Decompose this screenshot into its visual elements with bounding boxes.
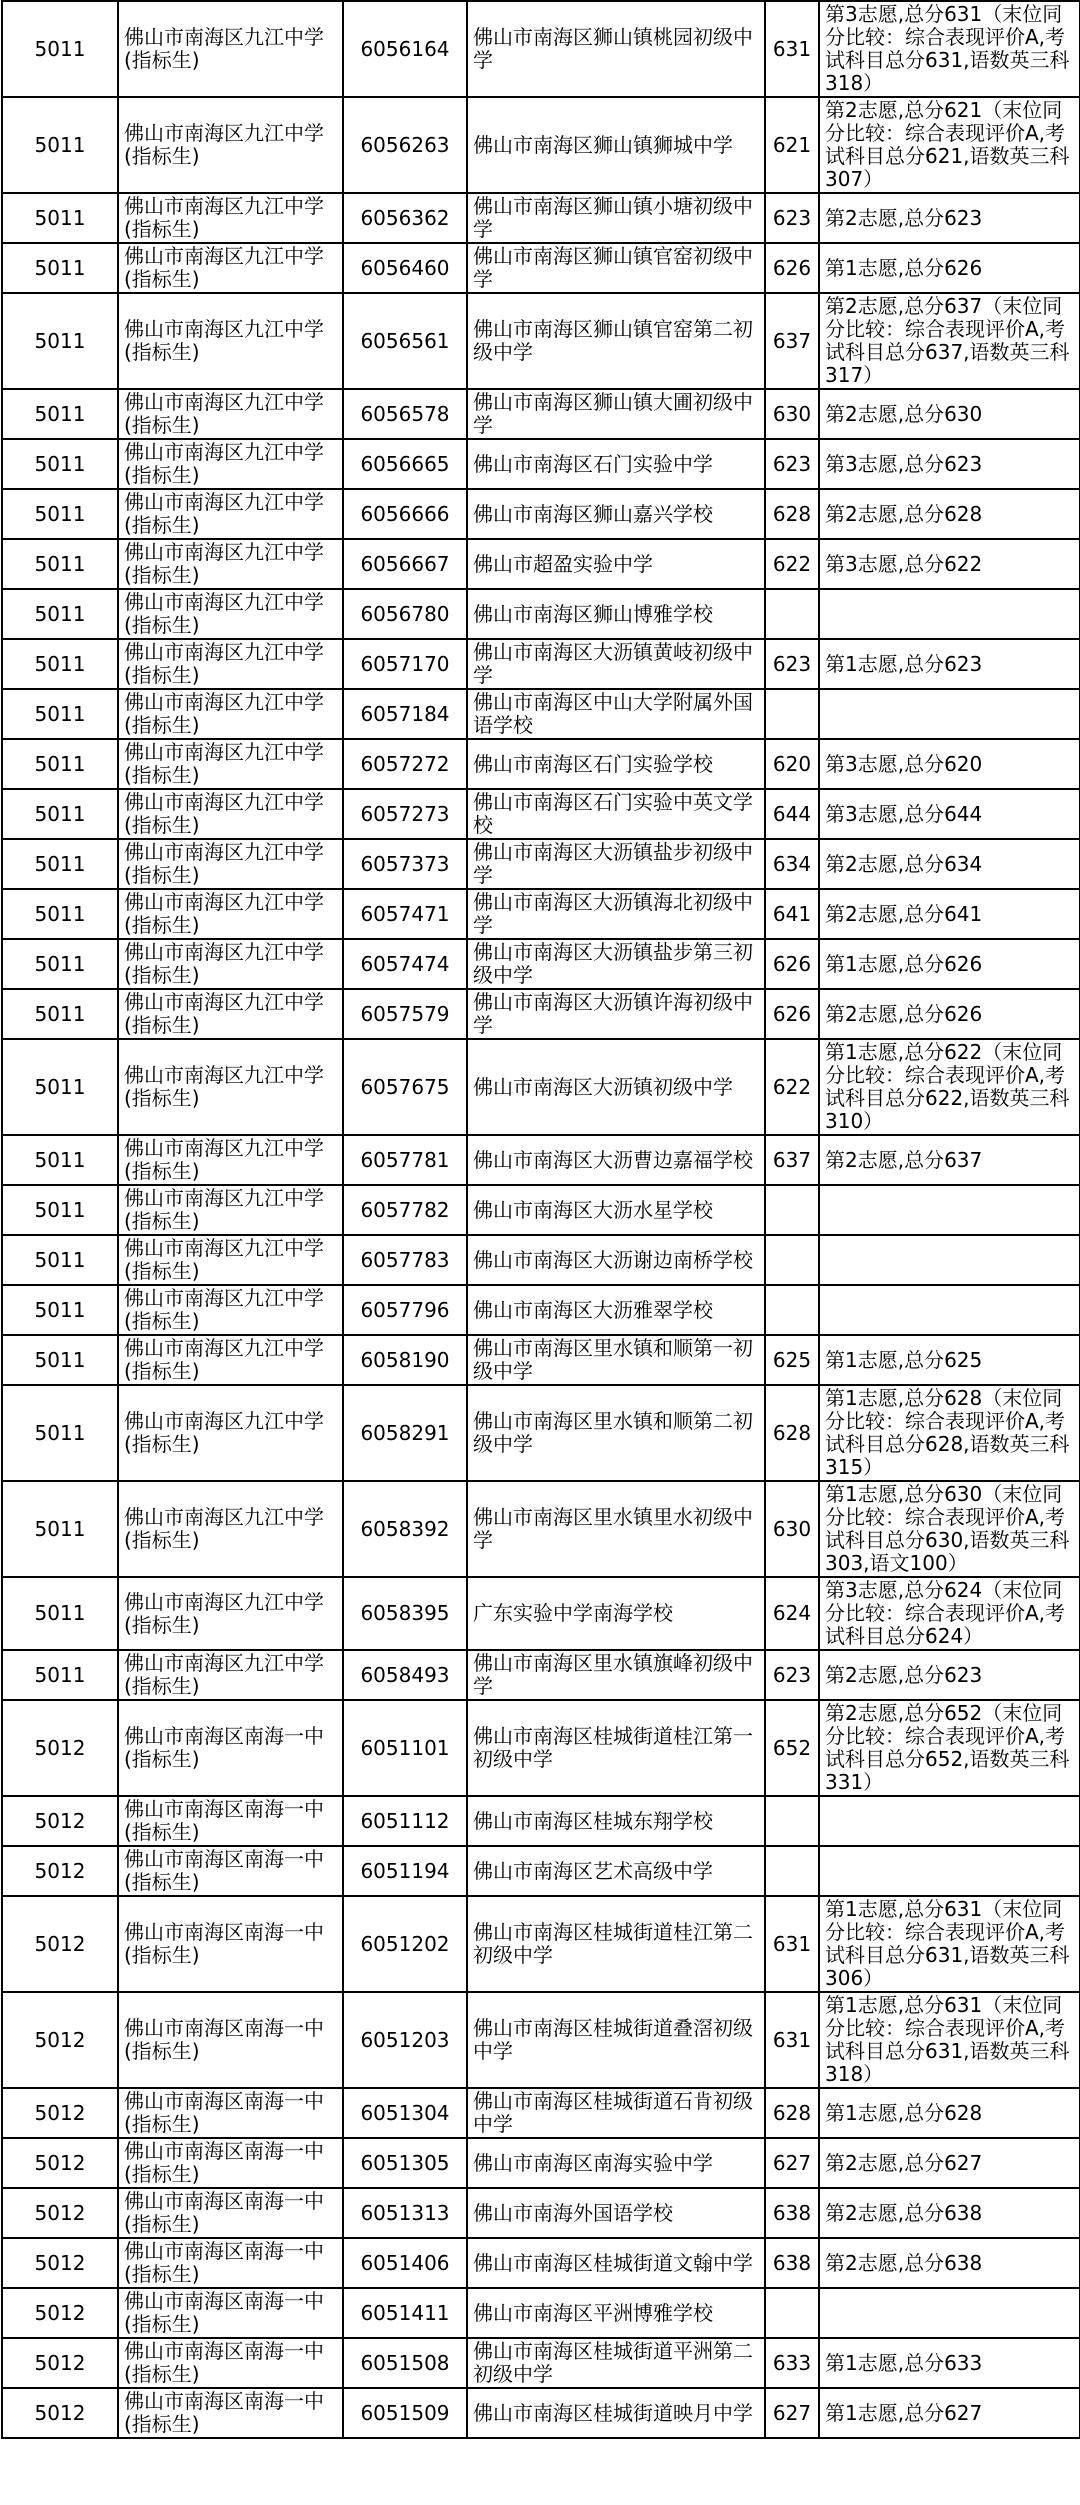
code-cell: 6051406 xyxy=(343,2238,467,2288)
batch-cell: 5011 xyxy=(2,1577,118,1650)
note-cell xyxy=(819,1846,1080,1896)
school-cell: 佛山市南海区九江中学(指标生) xyxy=(118,243,343,293)
middle-school-cell: 佛山市南海区大沥镇盐步初级中学 xyxy=(467,839,765,889)
school-cell: 佛山市南海区南海一中(指标生) xyxy=(118,1700,343,1796)
school-cell: 佛山市南海区九江中学(指标生) xyxy=(118,193,343,243)
score-cell xyxy=(765,1235,819,1285)
table-row xyxy=(2,1385,1080,1481)
school-cell: 佛山市南海区九江中学(指标生) xyxy=(118,1135,343,1185)
middle-school-cell: 佛山市南海区里水镇里水初级中学 xyxy=(467,1481,765,1577)
middle-school-cell: 佛山市南海区桂城东翔学校 xyxy=(467,1796,765,1846)
note-cell: 第3志愿,总分622 xyxy=(819,539,1080,589)
middle-school-cell: 佛山市南海区石门实验中学 xyxy=(467,439,765,489)
middle-school-cell: 广东实验中学南海学校 xyxy=(467,1577,765,1650)
middle-school-cell: 佛山市南海区大沥水星学校 xyxy=(467,1185,765,1235)
middle-school-cell: 佛山市南海区桂城街道石肯初级中学 xyxy=(467,2088,765,2138)
code-cell: 6056561 xyxy=(343,293,467,389)
table-row xyxy=(2,293,1080,389)
score-cell: 638 xyxy=(765,2238,819,2288)
code-cell: 6056362 xyxy=(343,193,467,243)
table-row xyxy=(2,839,1080,889)
score-cell: 622 xyxy=(765,1039,819,1135)
table-row xyxy=(2,489,1080,539)
code-cell: 6056578 xyxy=(343,389,467,439)
table-row xyxy=(2,789,1080,839)
school-cell: 佛山市南海区南海一中(指标生) xyxy=(118,1992,343,2088)
table-row xyxy=(2,1135,1080,1185)
middle-school-cell: 佛山市南海区狮山镇桃园初级中学 xyxy=(467,1,765,97)
score-cell: 637 xyxy=(765,1135,819,1185)
note-cell: 第2志愿,总分627 xyxy=(819,2138,1080,2188)
note-cell: 第3志愿,总分631（末位同分比较：综合表现评价A,考试科目总分631,语数英三科318） xyxy=(819,1,1080,97)
note-cell xyxy=(819,589,1080,639)
note-cell: 第2志愿,总分637 xyxy=(819,1135,1080,1185)
middle-school-cell: 佛山市南海区里水镇和顺第一初级中学 xyxy=(467,1335,765,1385)
batch-cell: 5011 xyxy=(2,1285,118,1335)
batch-cell: 5011 xyxy=(2,439,118,489)
middle-school-cell: 佛山市南海区狮山镇狮城中学 xyxy=(467,97,765,193)
school-cell: 佛山市南海区九江中学(指标生) xyxy=(118,1,343,97)
table-row xyxy=(2,1,1080,97)
note-cell: 第1志愿,总分626 xyxy=(819,243,1080,293)
school-cell: 佛山市南海区九江中学(指标生) xyxy=(118,1650,343,1700)
note-cell: 第1志愿,总分631（末位同分比较：综合表现评价A,考试科目总分631,语数英三科306） xyxy=(819,1896,1080,1992)
table-body xyxy=(2,1,1080,2438)
batch-cell: 5011 xyxy=(2,939,118,989)
code-cell: 6051508 xyxy=(343,2338,467,2388)
school-cell: 佛山市南海区九江中学(指标生) xyxy=(118,839,343,889)
batch-cell: 5011 xyxy=(2,589,118,639)
batch-cell: 5011 xyxy=(2,1650,118,1700)
code-cell: 6057471 xyxy=(343,889,467,939)
score-cell xyxy=(765,1185,819,1235)
table-row xyxy=(2,1650,1080,1700)
batch-cell: 5011 xyxy=(2,789,118,839)
middle-school-cell: 佛山市南海区大沥谢边南桥学校 xyxy=(467,1235,765,1285)
batch-cell: 5011 xyxy=(2,539,118,589)
middle-school-cell: 佛山市南海区平洲博雅学校 xyxy=(467,2288,765,2338)
note-cell: 第2志愿,总分634 xyxy=(819,839,1080,889)
batch-cell: 5011 xyxy=(2,243,118,293)
note-cell: 第1志愿,总分633 xyxy=(819,2338,1080,2388)
batch-cell: 5012 xyxy=(2,2238,118,2288)
school-cell: 佛山市南海区九江中学(指标生) xyxy=(118,939,343,989)
middle-school-cell: 佛山市超盈实验中学 xyxy=(467,539,765,589)
note-cell: 第3志愿,总分644 xyxy=(819,789,1080,839)
table-row xyxy=(2,2188,1080,2238)
table-row xyxy=(2,689,1080,739)
note-cell: 第2志愿,总分652（末位同分比较：综合表现评价A,考试科目总分652,语数英三科331） xyxy=(819,1700,1080,1796)
batch-cell: 5011 xyxy=(2,1335,118,1385)
score-cell xyxy=(765,1796,819,1846)
middle-school-cell: 佛山市南海区里水镇和顺第二初级中学 xyxy=(467,1385,765,1481)
school-cell: 佛山市南海区九江中学(指标生) xyxy=(118,1335,343,1385)
note-cell xyxy=(819,1235,1080,1285)
batch-cell: 5011 xyxy=(2,293,118,389)
table-row xyxy=(2,1700,1080,1796)
note-cell xyxy=(819,1185,1080,1235)
table-row xyxy=(2,589,1080,639)
note-cell xyxy=(819,1796,1080,1846)
table-row xyxy=(2,939,1080,989)
batch-cell: 5012 xyxy=(2,1796,118,1846)
middle-school-cell: 佛山市南海区艺术高级中学 xyxy=(467,1846,765,1896)
table-row xyxy=(2,439,1080,489)
code-cell: 6057474 xyxy=(343,939,467,989)
code-cell: 6057170 xyxy=(343,639,467,689)
code-cell: 6056460 xyxy=(343,243,467,293)
score-cell xyxy=(765,1285,819,1335)
code-cell: 6058493 xyxy=(343,1650,467,1700)
batch-cell: 5012 xyxy=(2,2088,118,2138)
school-cell: 佛山市南海区九江中学(指标生) xyxy=(118,1481,343,1577)
batch-cell: 5011 xyxy=(2,839,118,889)
table-row xyxy=(2,1335,1080,1385)
note-cell: 第2志愿,总分630 xyxy=(819,389,1080,439)
batch-cell: 5011 xyxy=(2,639,118,689)
table-row xyxy=(2,2388,1080,2438)
note-cell xyxy=(819,1285,1080,1335)
score-cell xyxy=(765,589,819,639)
middle-school-cell: 佛山市南海区狮山镇官窑初级中学 xyxy=(467,243,765,293)
middle-school-cell: 佛山市南海区桂城街道映月中学 xyxy=(467,2388,765,2438)
school-cell: 佛山市南海区九江中学(指标生) xyxy=(118,1185,343,1235)
code-cell: 6051101 xyxy=(343,1700,467,1796)
school-cell: 佛山市南海区南海一中(指标生) xyxy=(118,2238,343,2288)
code-cell: 6056263 xyxy=(343,97,467,193)
school-cell: 佛山市南海区九江中学(指标生) xyxy=(118,1235,343,1285)
batch-cell: 5011 xyxy=(2,989,118,1039)
score-cell: 623 xyxy=(765,639,819,689)
score-cell: 637 xyxy=(765,293,819,389)
score-cell: 626 xyxy=(765,243,819,293)
batch-cell: 5011 xyxy=(2,97,118,193)
school-cell: 佛山市南海区南海一中(指标生) xyxy=(118,2388,343,2438)
batch-cell: 5012 xyxy=(2,2288,118,2338)
score-cell: 623 xyxy=(765,1650,819,1700)
note-cell: 第2志愿,总分623 xyxy=(819,193,1080,243)
code-cell: 6056666 xyxy=(343,489,467,539)
middle-school-cell: 佛山市南海区桂城街道桂江第二初级中学 xyxy=(467,1896,765,1992)
school-cell: 佛山市南海区九江中学(指标生) xyxy=(118,739,343,789)
batch-cell: 5011 xyxy=(2,689,118,739)
code-cell: 6057579 xyxy=(343,989,467,1039)
code-cell: 6057781 xyxy=(343,1135,467,1185)
score-cell: 638 xyxy=(765,2188,819,2238)
batch-cell: 5011 xyxy=(2,1135,118,1185)
batch-cell: 5011 xyxy=(2,1039,118,1135)
school-cell: 佛山市南海区九江中学(指标生) xyxy=(118,889,343,939)
table-row xyxy=(2,739,1080,789)
score-cell: 621 xyxy=(765,97,819,193)
batch-cell: 5011 xyxy=(2,1185,118,1235)
school-cell: 佛山市南海区九江中学(指标生) xyxy=(118,1285,343,1335)
table-row xyxy=(2,2238,1080,2288)
score-cell xyxy=(765,1846,819,1896)
code-cell: 6058291 xyxy=(343,1385,467,1481)
table-row xyxy=(2,1992,1080,2088)
code-cell: 6057373 xyxy=(343,839,467,889)
note-cell: 第1志愿,总分630（末位同分比较：综合表现评价A,考试科目总分630,语数英三科303,语文100） xyxy=(819,1481,1080,1577)
score-cell: 627 xyxy=(765,2388,819,2438)
table-row xyxy=(2,1577,1080,1650)
table-row xyxy=(2,989,1080,1039)
school-cell: 佛山市南海区九江中学(指标生) xyxy=(118,1385,343,1481)
code-cell: 6057796 xyxy=(343,1285,467,1335)
score-cell: 631 xyxy=(765,1,819,97)
middle-school-cell: 佛山市南海区狮山博雅学校 xyxy=(467,589,765,639)
table-row xyxy=(2,1185,1080,1235)
school-cell: 佛山市南海区九江中学(指标生) xyxy=(118,689,343,739)
table-row xyxy=(2,2088,1080,2138)
school-cell: 佛山市南海区九江中学(指标生) xyxy=(118,639,343,689)
middle-school-cell: 佛山市南海区中山大学附属外国语学校 xyxy=(467,689,765,739)
batch-cell: 5011 xyxy=(2,1385,118,1481)
school-cell: 佛山市南海区九江中学(指标生) xyxy=(118,1577,343,1650)
note-cell: 第3志愿,总分623 xyxy=(819,439,1080,489)
score-cell: 628 xyxy=(765,1385,819,1481)
middle-school-cell: 佛山市南海区南海实验中学 xyxy=(467,2138,765,2188)
code-cell: 6057273 xyxy=(343,789,467,839)
note-cell: 第1志愿,总分623 xyxy=(819,639,1080,689)
note-cell: 第1志愿,总分628 xyxy=(819,2088,1080,2138)
batch-cell: 5012 xyxy=(2,2388,118,2438)
score-cell: 623 xyxy=(765,193,819,243)
school-cell: 佛山市南海区九江中学(指标生) xyxy=(118,989,343,1039)
table-row xyxy=(2,2288,1080,2338)
table-row xyxy=(2,639,1080,689)
batch-cell: 5011 xyxy=(2,489,118,539)
school-cell: 佛山市南海区九江中学(指标生) xyxy=(118,489,343,539)
code-cell: 6051203 xyxy=(343,1992,467,2088)
middle-school-cell: 佛山市南海区石门实验学校 xyxy=(467,739,765,789)
note-cell: 第1志愿,总分627 xyxy=(819,2388,1080,2438)
table-row xyxy=(2,889,1080,939)
middle-school-cell: 佛山市南海区大沥曹边嘉福学校 xyxy=(467,1135,765,1185)
middle-school-cell: 佛山市南海区石门实验中英文学校 xyxy=(467,789,765,839)
school-cell: 佛山市南海区九江中学(指标生) xyxy=(118,293,343,389)
code-cell: 6051304 xyxy=(343,2088,467,2138)
note-cell xyxy=(819,2288,1080,2338)
table-row xyxy=(2,243,1080,293)
note-cell: 第3志愿,总分624（末位同分比较：综合表现评价A,考试科目总分624） xyxy=(819,1577,1080,1650)
middle-school-cell: 佛山市南海区大沥镇海北初级中学 xyxy=(467,889,765,939)
middle-school-cell: 佛山市南海区大沥雅翠学校 xyxy=(467,1285,765,1335)
table-row xyxy=(2,1796,1080,1846)
batch-cell: 5011 xyxy=(2,1235,118,1285)
score-cell: 641 xyxy=(765,889,819,939)
school-cell: 佛山市南海区南海一中(指标生) xyxy=(118,2138,343,2188)
middle-school-cell: 佛山市南海区狮山嘉兴学校 xyxy=(467,489,765,539)
score-cell: 626 xyxy=(765,989,819,1039)
score-cell: 631 xyxy=(765,1896,819,1992)
note-cell: 第1志愿,总分622（末位同分比较：综合表现评价A,考试科目总分622,语数英三科310） xyxy=(819,1039,1080,1135)
school-cell: 佛山市南海区九江中学(指标生) xyxy=(118,439,343,489)
table-row xyxy=(2,1285,1080,1335)
score-cell: 628 xyxy=(765,2088,819,2138)
note-cell: 第3志愿,总分620 xyxy=(819,739,1080,789)
note-cell: 第1志愿,总分626 xyxy=(819,939,1080,989)
school-cell: 佛山市南海区九江中学(指标生) xyxy=(118,97,343,193)
middle-school-cell: 佛山市南海区桂城街道叠滘初级中学 xyxy=(467,1992,765,2088)
score-cell: 620 xyxy=(765,739,819,789)
note-cell: 第2志愿,总分638 xyxy=(819,2238,1080,2288)
middle-school-cell: 佛山市南海区桂城街道文翰中学 xyxy=(467,2238,765,2288)
score-cell: 628 xyxy=(765,489,819,539)
batch-cell: 5011 xyxy=(2,389,118,439)
score-cell xyxy=(765,689,819,739)
batch-cell: 5011 xyxy=(2,889,118,939)
table-row xyxy=(2,97,1080,193)
middle-school-cell: 佛山市南海区大沥镇许海初级中学 xyxy=(467,989,765,1039)
note-cell: 第1志愿,总分625 xyxy=(819,1335,1080,1385)
middle-school-cell: 佛山市南海区大沥镇初级中学 xyxy=(467,1039,765,1135)
score-cell: 623 xyxy=(765,439,819,489)
score-cell: 630 xyxy=(765,1481,819,1577)
score-cell: 624 xyxy=(765,1577,819,1650)
code-cell: 6057675 xyxy=(343,1039,467,1135)
score-cell: 634 xyxy=(765,839,819,889)
middle-school-cell: 佛山市南海区桂城街道平洲第二初级中学 xyxy=(467,2338,765,2388)
code-cell: 6051509 xyxy=(343,2388,467,2438)
code-cell: 6051202 xyxy=(343,1896,467,1992)
table-row xyxy=(2,1039,1080,1135)
table-row xyxy=(2,2338,1080,2388)
code-cell: 6051305 xyxy=(343,2138,467,2188)
code-cell: 6058392 xyxy=(343,1481,467,1577)
code-cell: 6057782 xyxy=(343,1185,467,1235)
batch-cell: 5011 xyxy=(2,193,118,243)
note-cell: 第2志愿,总分638 xyxy=(819,2188,1080,2238)
code-cell: 6051411 xyxy=(343,2288,467,2338)
score-cell: 627 xyxy=(765,2138,819,2188)
middle-school-cell: 佛山市南海区狮山镇大圃初级中学 xyxy=(467,389,765,439)
note-cell: 第2志愿,总分641 xyxy=(819,889,1080,939)
code-cell: 6057272 xyxy=(343,739,467,789)
school-cell: 佛山市南海区南海一中(指标生) xyxy=(118,2188,343,2238)
code-cell: 6051112 xyxy=(343,1796,467,1846)
table-row xyxy=(2,2138,1080,2188)
code-cell: 6056665 xyxy=(343,439,467,489)
batch-cell: 5012 xyxy=(2,1896,118,1992)
note-cell: 第2志愿,总分626 xyxy=(819,989,1080,1039)
admission-table xyxy=(1,0,1080,2439)
note-cell xyxy=(819,689,1080,739)
code-cell: 6051313 xyxy=(343,2188,467,2238)
code-cell: 6056164 xyxy=(343,1,467,97)
code-cell: 6057184 xyxy=(343,689,467,739)
code-cell: 6058190 xyxy=(343,1335,467,1385)
table-row xyxy=(2,1846,1080,1896)
school-cell: 佛山市南海区南海一中(指标生) xyxy=(118,2088,343,2138)
school-cell: 佛山市南海区九江中学(指标生) xyxy=(118,389,343,439)
school-cell: 佛山市南海区九江中学(指标生) xyxy=(118,789,343,839)
score-cell: 631 xyxy=(765,1992,819,2088)
batch-cell: 5012 xyxy=(2,2138,118,2188)
school-cell: 佛山市南海区南海一中(指标生) xyxy=(118,2288,343,2338)
school-cell: 佛山市南海区南海一中(指标生) xyxy=(118,1896,343,1992)
school-cell: 佛山市南海区南海一中(指标生) xyxy=(118,1846,343,1896)
score-cell: 626 xyxy=(765,939,819,989)
note-cell: 第1志愿,总分628（末位同分比较：综合表现评价A,考试科目总分628,语数英三科315） xyxy=(819,1385,1080,1481)
batch-cell: 5012 xyxy=(2,2188,118,2238)
table-row xyxy=(2,1235,1080,1285)
score-cell: 630 xyxy=(765,389,819,439)
note-cell: 第2志愿,总分623 xyxy=(819,1650,1080,1700)
middle-school-cell: 佛山市南海区大沥镇黄岐初级中学 xyxy=(467,639,765,689)
code-cell: 6057783 xyxy=(343,1235,467,1285)
code-cell: 6056667 xyxy=(343,539,467,589)
batch-cell: 5011 xyxy=(2,1,118,97)
middle-school-cell: 佛山市南海区大沥镇盐步第三初级中学 xyxy=(467,939,765,989)
middle-school-cell: 佛山市南海区狮山镇官窑第二初级中学 xyxy=(467,293,765,389)
middle-school-cell: 佛山市南海区桂城街道桂江第一初级中学 xyxy=(467,1700,765,1796)
table-row xyxy=(2,1896,1080,1992)
score-cell xyxy=(765,2288,819,2338)
note-cell: 第2志愿,总分621（末位同分比较：综合表现评价A,考试科目总分621,语数英三科307） xyxy=(819,97,1080,193)
score-cell: 622 xyxy=(765,539,819,589)
middle-school-cell: 佛山市南海区狮山镇小塘初级中学 xyxy=(467,193,765,243)
code-cell: 6058395 xyxy=(343,1577,467,1650)
note-cell: 第2志愿,总分637（末位同分比较：综合表现评价A,考试科目总分637,语数英三科317） xyxy=(819,293,1080,389)
school-cell: 佛山市南海区九江中学(指标生) xyxy=(118,589,343,639)
code-cell: 6056780 xyxy=(343,589,467,639)
batch-cell: 5012 xyxy=(2,1846,118,1896)
batch-cell: 5011 xyxy=(2,1481,118,1577)
table-row xyxy=(2,193,1080,243)
middle-school-cell: 佛山市南海区里水镇旗峰初级中学 xyxy=(467,1650,765,1700)
middle-school-cell: 佛山市南海外国语学校 xyxy=(467,2188,765,2238)
code-cell: 6051194 xyxy=(343,1846,467,1896)
school-cell: 佛山市南海区九江中学(指标生) xyxy=(118,539,343,589)
table-row xyxy=(2,1481,1080,1577)
score-cell: 644 xyxy=(765,789,819,839)
school-cell: 佛山市南海区南海一中(指标生) xyxy=(118,2338,343,2388)
score-cell: 652 xyxy=(765,1700,819,1796)
batch-cell: 5011 xyxy=(2,739,118,789)
note-cell: 第2志愿,总分628 xyxy=(819,489,1080,539)
batch-cell: 5012 xyxy=(2,2338,118,2388)
score-cell: 625 xyxy=(765,1335,819,1385)
table-row xyxy=(2,389,1080,439)
school-cell: 佛山市南海区九江中学(指标生) xyxy=(118,1039,343,1135)
score-cell: 633 xyxy=(765,2338,819,2388)
note-cell: 第1志愿,总分631（末位同分比较：综合表现评价A,考试科目总分631,语数英三科318） xyxy=(819,1992,1080,2088)
school-cell: 佛山市南海区南海一中(指标生) xyxy=(118,1796,343,1846)
batch-cell: 5012 xyxy=(2,1700,118,1796)
table-row xyxy=(2,539,1080,589)
batch-cell: 5012 xyxy=(2,1992,118,2088)
